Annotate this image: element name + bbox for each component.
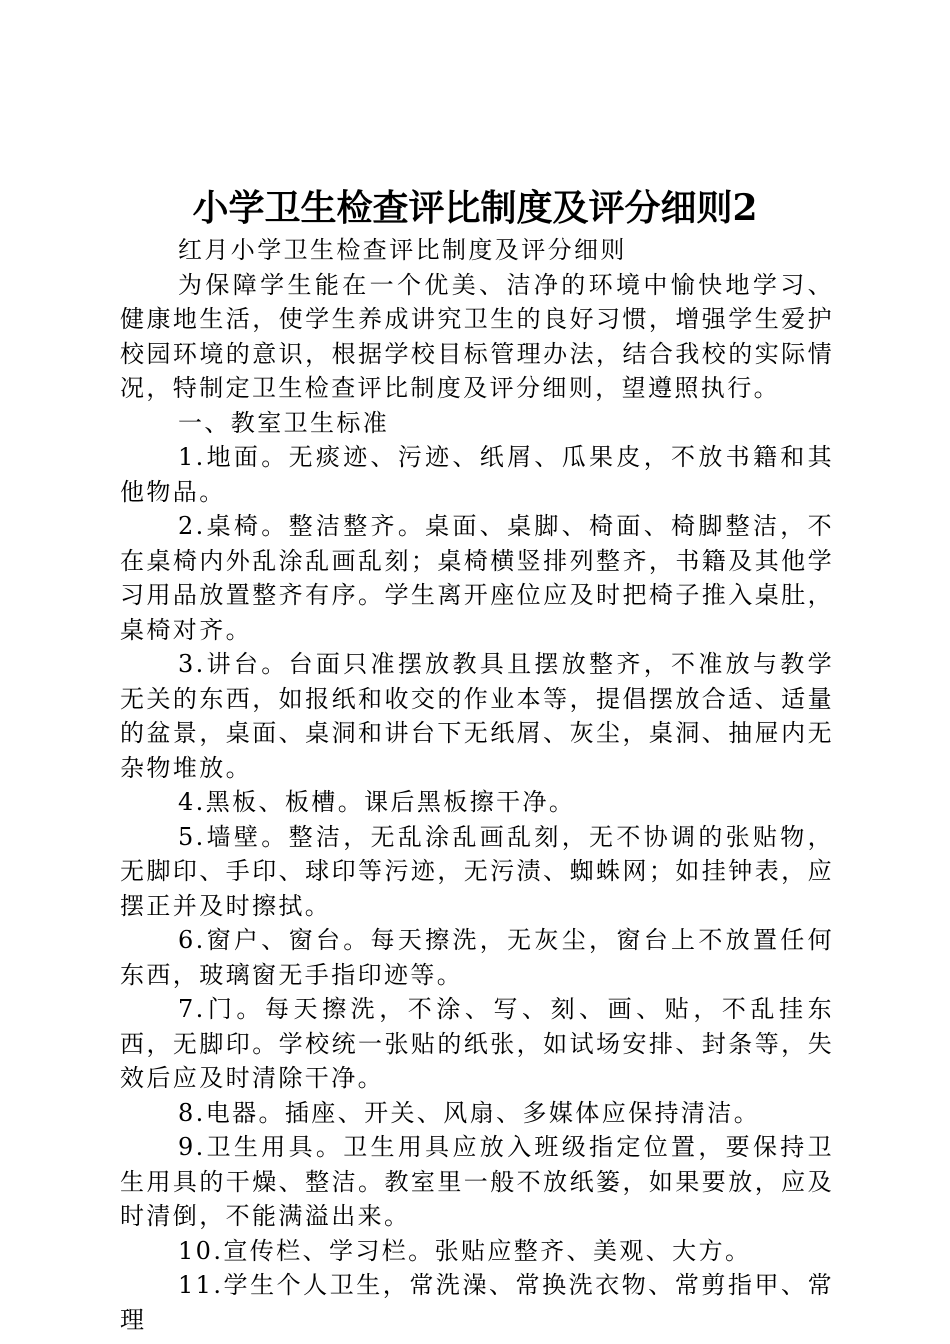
document-title: 小学卫生检查评比制度及评分细则2 (192, 187, 758, 229)
rule-item: 1.地面。无痰迹、污迹、纸屑、瓜果皮，不放书籍和其他物品。 (120, 443, 834, 506)
subtitle-paragraph: 红月小学卫生检查评比制度及评分细则 (178, 236, 627, 264)
document-body (120, 233, 834, 1337)
rule-item: 8.电器。插座、开关、风扇、多媒体应保持清洁。 (178, 1098, 761, 1127)
intro-paragraph: 为保障学生能在一个优美、洁净的环境中愉快地学习、健康地生活，使学生养成讲究卫生的良好习惯，增强学生爱护校园环境的意识，根据学校目标管理办法，结合我校的实际情况，特制定卫生检查评比制度及评分细则，望遵照执行。 (120, 270, 834, 402)
rule-item: 5.墙壁。整洁，无乱涂乱画乱刻，无不协调的张贴物，无脚印、手印、球印等污迹，无污渍、蜘蛛网；如挂钟表，应摆正并及时擦拭。 (120, 822, 834, 920)
rule-item: 2.桌椅。整洁整齐。桌面、桌脚、椅面、椅脚整洁，不在桌椅内外乱涂乱画乱刻；桌椅横竖排列整齐，书籍及其他学习用品放置整齐有序。学生离开座位应及时把椅子推入桌肚，桌椅对齐。 (120, 512, 834, 644)
section-heading: 一、教室卫生标准 (178, 408, 390, 437)
rule-item: 6.窗户、窗台。每天擦洗，无灰尘，窗台上不放置任何东西，玻璃窗无手指印迹等。 (120, 926, 834, 989)
rule-item: 9.卫生用具。卫生用具应放入班级指定位置，要保持卫生用具的干燥、整洁。教室里一般不放纸篓，如果要放，应及时清倒，不能满溢出来。 (120, 1133, 834, 1230)
rule-item: 7.门。每天擦洗，不涂、写、刻、画、贴，不乱挂东西，无脚印。学校统一张贴的纸张，如试场安排、封条等，失效后应及时清除干净。 (120, 995, 834, 1092)
rule-item: 10.宣传栏、学习栏。张贴应整齐、美观、大方。 (178, 1236, 752, 1265)
rule-item: 4.黑板、板槽。课后黑板擦干净。 (178, 788, 576, 816)
rule-item: 11.学生个人卫生，常洗澡、常换洗衣物、常剪指甲、常理 (120, 1271, 834, 1334)
rule-item: 3.讲台。台面只准摆放教具且摆放整齐，不准放与教学无关的东西，如报纸和收交的作业本等，提倡摆放合适、适量的盆景，桌面、桌洞和讲台下无纸屑、灰尘，桌洞、抽屉内无杂物堆放。 (120, 650, 834, 782)
